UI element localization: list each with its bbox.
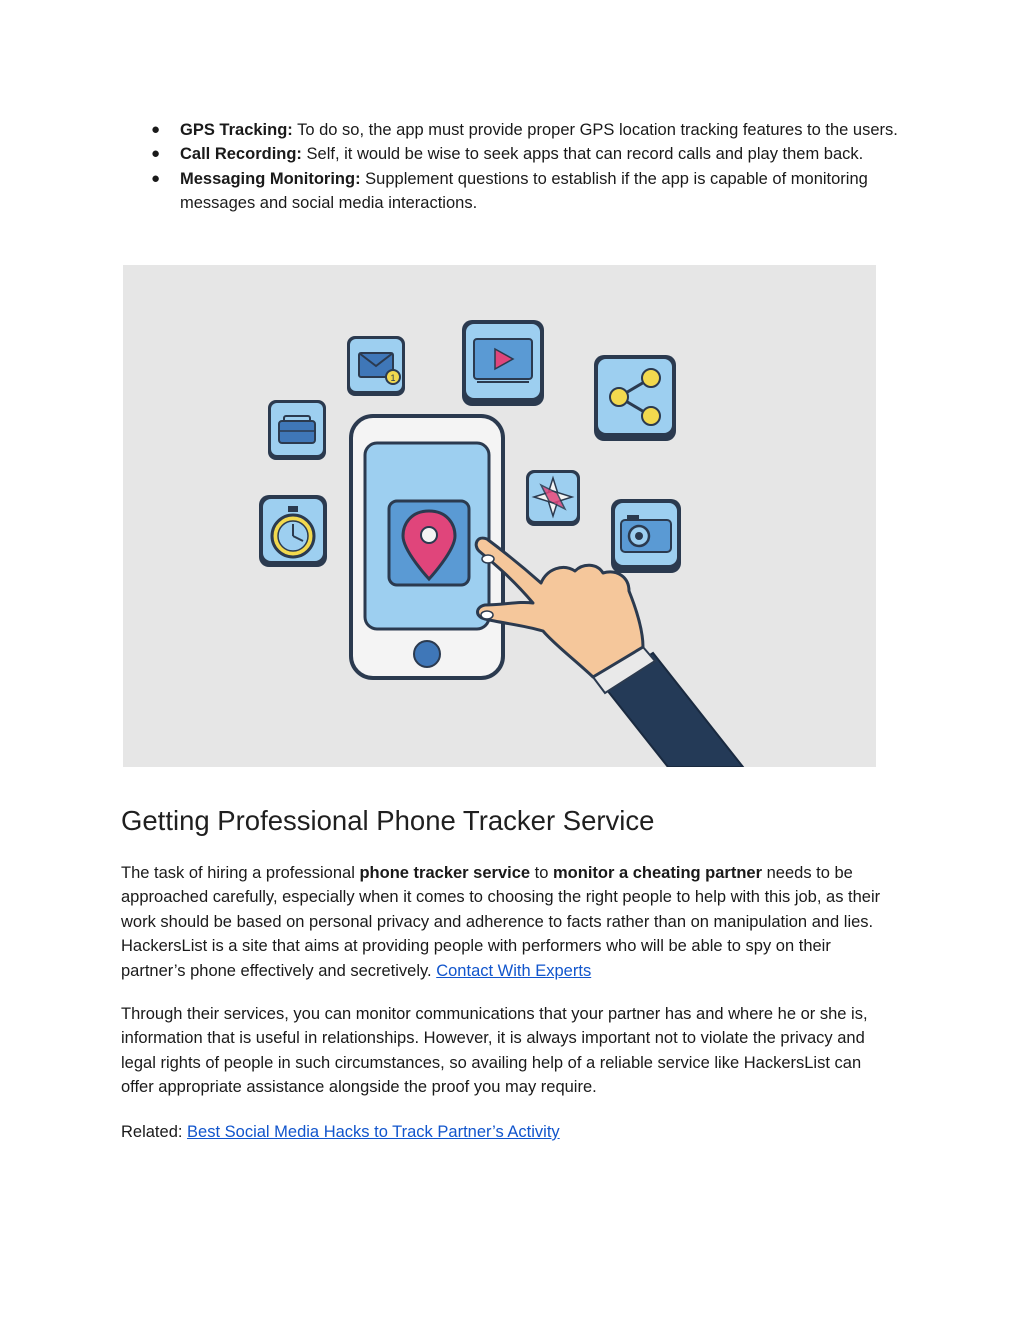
paragraph-text: The task of hiring a professional [121,864,360,882]
feature-term: Call Recording: [180,145,302,164]
stopwatch-icon [259,495,327,567]
paragraph-text: to [530,864,553,882]
paragraph-hiring [121,861,896,983]
briefcase-icon [268,400,326,460]
compass-icon [526,470,580,526]
bold-phrase: monitor a cheating partner [553,864,763,882]
feature-text: Supplement questions to establish if the app is capable of monitoring messages and social media interactions. [180,169,868,213]
mail-badge: 1 [390,373,396,383]
pointing-hand-icon [476,538,743,767]
phone-tracking-illustration [123,265,876,767]
feature-term: Messaging Monitoring: [180,169,361,188]
contact-experts-link[interactable]: Contact With Experts [436,961,592,980]
list-item [121,142,911,166]
paragraph-services: Through their services, you can monitor communications that your partner has and where he or she is, information that is useful in relationships. However, it is always important not to violate the privacy and legal rights of people in such circumstances, so availing help of a reliable service like HackersList can offer appropriate assistance alongside the proof you may require. [121,1005,868,1097]
feature-term: GPS Tracking: [180,121,293,139]
camera-icon [611,499,681,573]
related-line [121,1120,896,1144]
feature-list [121,118,911,216]
feature-text: Self, it would be wise to seek apps that can record calls and play them back. [301,145,864,164]
related-label: Related: [121,1123,188,1141]
bullet-icon: ● [151,121,161,138]
section-title: Getting Professional Phone Tracker Service [121,805,655,836]
bullet-icon: ● [151,145,161,163]
bold-phrase: phone tracker service [359,864,531,882]
paragraph-text: needs to be approached carefully, especially when it comes to choosing the right people to help with this job, as their work should be based on personal privacy and adherence to facts rather than on manipulation and lies. HackersList is a site that aims at providing people with performers who will be able to spy on their partner’s phone effectively and secretively. [121,864,881,980]
feature-text: To do so, the app must provide proper GPS location tracking features to the users. [292,121,898,139]
mail-icon [347,336,405,396]
list-item [121,167,911,216]
share-icon [594,355,676,441]
video-player-icon [462,320,544,406]
bullet-icon: ● [151,169,161,187]
list-item [121,118,911,142]
related-article-link[interactable]: Best Social Media Hacks to Track Partner’s Activity [187,1123,560,1141]
